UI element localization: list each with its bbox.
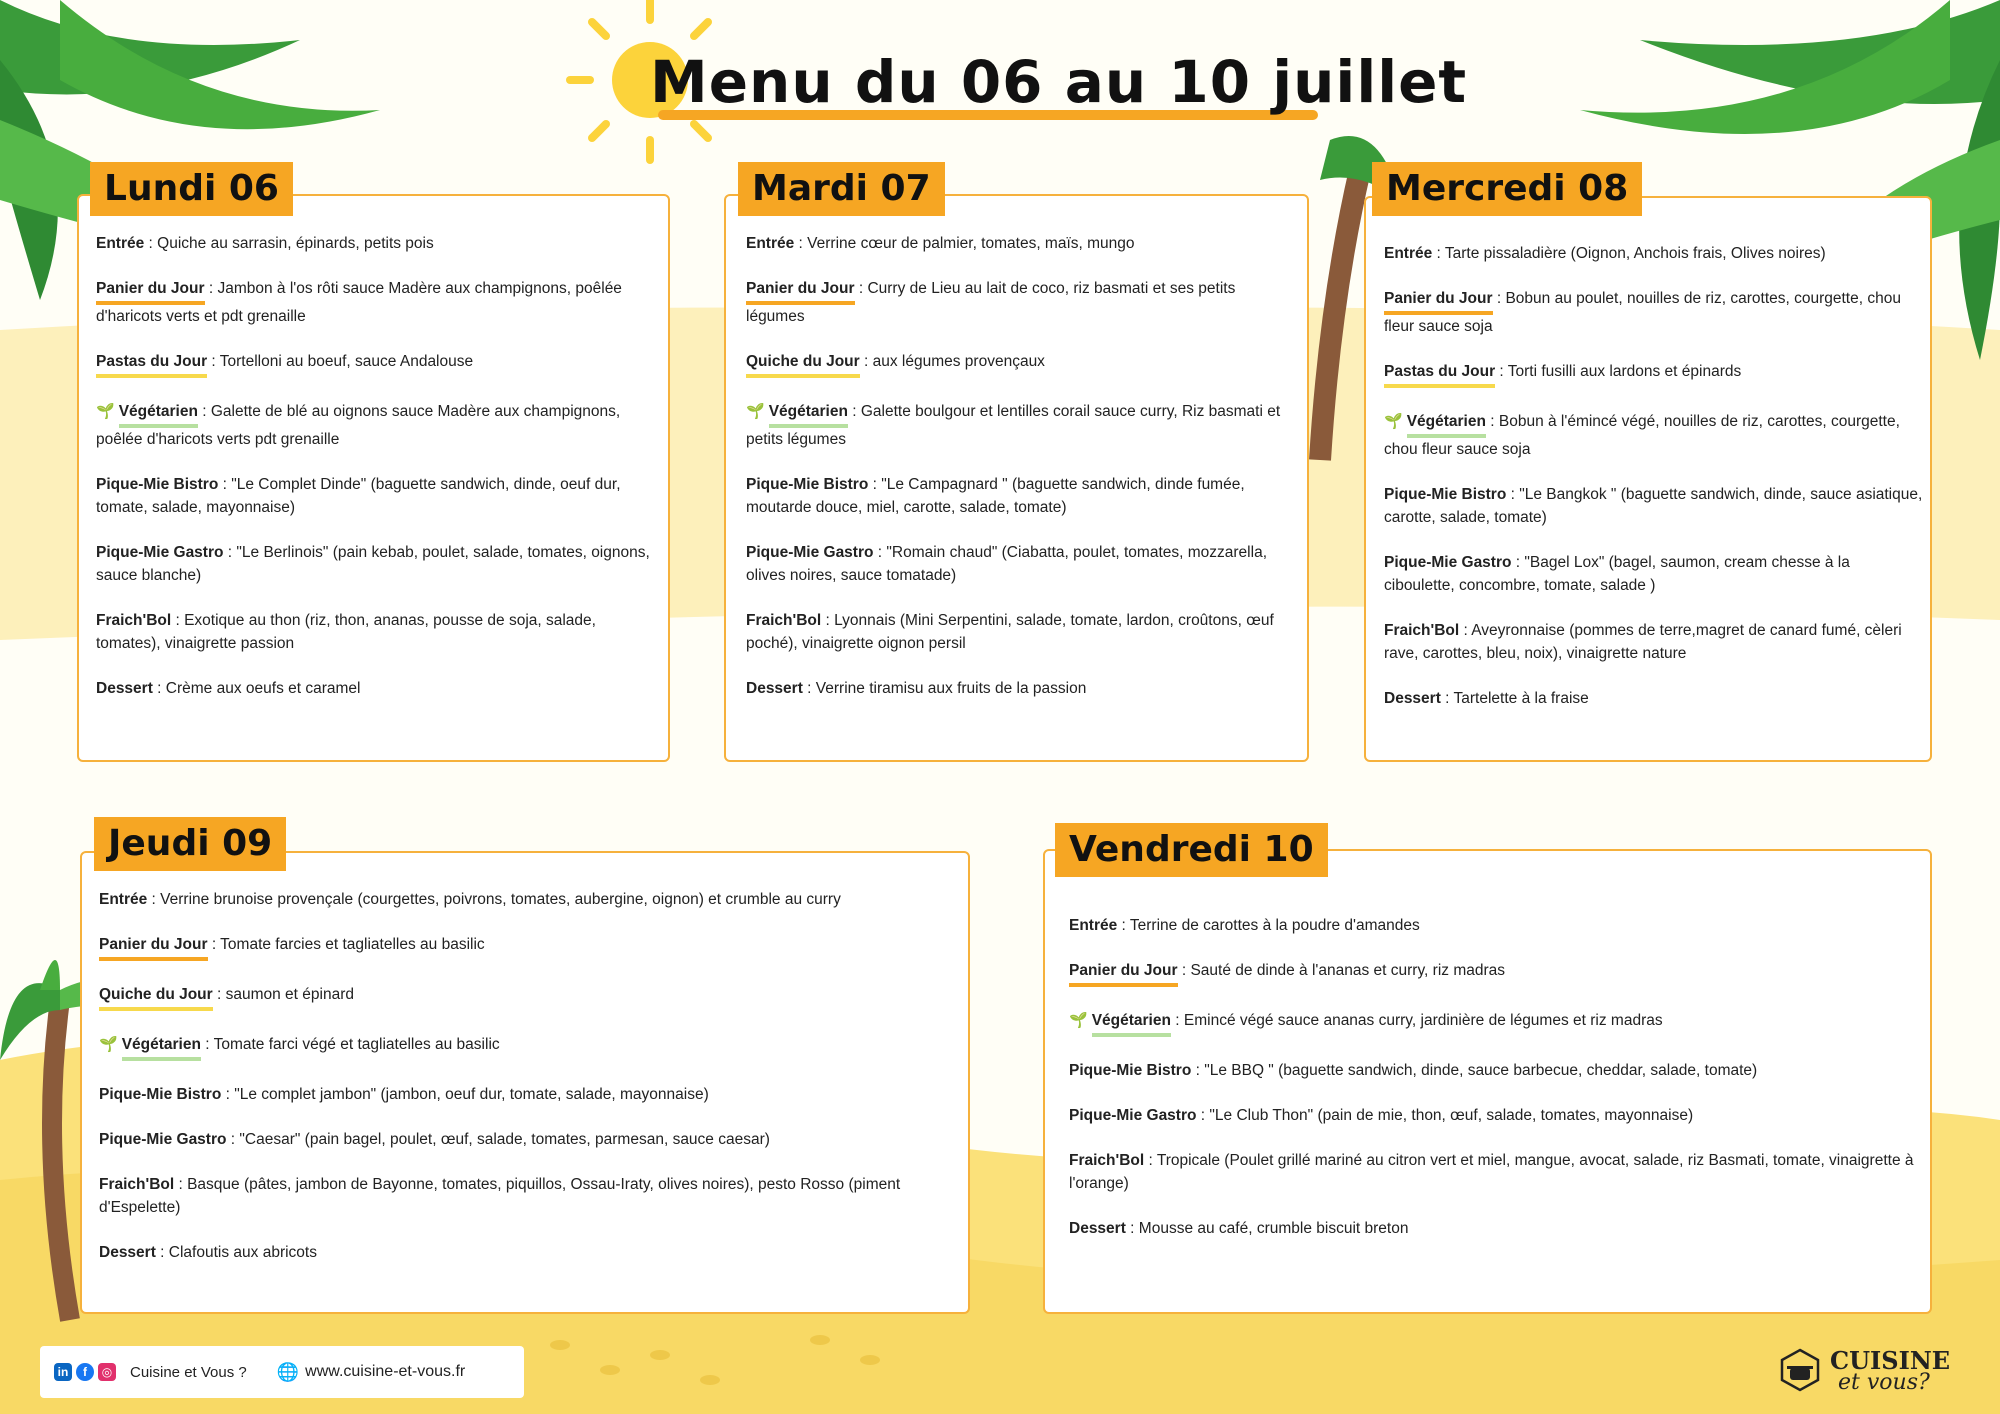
menu-list-jeudi xyxy=(99,888,959,1286)
menu-item xyxy=(1384,619,1924,665)
menu-item-label: Entrée xyxy=(1069,917,1118,934)
sprout-icon: 🌱 xyxy=(1069,1012,1088,1029)
menu-item-text: "Le Berlinois" (pain kebab, poulet, salade, tomates, oignons, sauce blanche) xyxy=(96,544,650,584)
menu-item-text: "Le Campagnard " (baguette sandwich, dinde fumée, moutarde douce, miel, carotte, salade, tomate) xyxy=(746,476,1245,516)
menu-item-separator: : xyxy=(171,612,185,629)
menu-item xyxy=(96,609,656,655)
menu-item-label: Pastas du Jour xyxy=(1384,360,1495,388)
menu-item-label: Pastas du Jour xyxy=(96,350,207,378)
menu-item xyxy=(1069,1059,1919,1082)
menu-item-separator: : xyxy=(212,986,226,1003)
menu-item-text: Clafoutis aux abricots xyxy=(168,1244,317,1261)
menu-item-separator: : xyxy=(221,1086,235,1103)
menu-item-separator: : xyxy=(1506,486,1520,503)
menu-item-text: Verrine cœur de palmier, tomates, maïs, mungo xyxy=(807,235,1135,252)
menu-item-separator: : xyxy=(1432,245,1445,262)
menu-item xyxy=(99,1173,959,1219)
menu-item-separator: : xyxy=(1170,1012,1184,1029)
menu-item-separator: : xyxy=(1191,1062,1205,1079)
brand-text: Cuisine et Vous ? xyxy=(130,1363,247,1381)
globe-icon: 🌐 xyxy=(276,1361,300,1382)
menu-item-label: Fraich'Bol xyxy=(96,612,172,629)
menu-item-label: Panier du Jour xyxy=(1069,959,1178,987)
menu-item-text: Lyonnais (Mini Serpentini, salade, tomate, lardon, croûtons, œuf poché), vinaigrette oignon persil xyxy=(746,612,1274,652)
menu-item-label: Entrée xyxy=(99,891,148,908)
menu-item-label: Pique-Mie Gastro xyxy=(1384,554,1512,571)
menu-item-text: Aveyronnaise (pommes de terre,magret de canard fumé, cèleri rave, carottes, bleu, noix), vinaigrette nature xyxy=(1384,622,1902,662)
menu-item xyxy=(99,983,959,1011)
menu-item xyxy=(99,1128,959,1151)
menu-item-label: Quiche du Jour xyxy=(99,983,213,1011)
menu-item-label: Fraich'Bol xyxy=(1069,1152,1145,1169)
menu-item-separator: : xyxy=(1196,1107,1210,1124)
menu-item-label: Entrée xyxy=(746,235,795,252)
menu-item-separator: : xyxy=(1177,962,1191,979)
sprout-icon: 🌱 xyxy=(746,403,765,420)
menu-item-label: Végétarien xyxy=(119,400,198,428)
menu-item-separator: : xyxy=(847,403,861,420)
facebook-icon[interactable]: f xyxy=(76,1363,94,1381)
menu-item-text: Terrine de carottes à la poudre d'amandes xyxy=(1129,917,1420,934)
website-link[interactable]: www.cuisine-et-vous.fr xyxy=(305,1363,466,1380)
sprout-icon: 🌱 xyxy=(99,1036,118,1053)
menu-item-label: Entrée xyxy=(1384,245,1433,262)
menu-item-separator: : xyxy=(155,1244,169,1261)
menu-item-label: Fraich'Bol xyxy=(99,1176,175,1193)
menu-list-lundi xyxy=(96,232,656,722)
menu-item-label: Végétarien xyxy=(1407,410,1486,438)
day-label-lundi: Lundi 06 xyxy=(90,162,293,216)
menu-item-separator: : xyxy=(218,476,232,493)
menu-item-separator: : xyxy=(1495,363,1508,380)
menu-item-label: Quiche du Jour xyxy=(746,350,860,378)
menu-item-text: "Caesar" (pain bagel, poulet, œuf, salade, tomates, parmesan, sauce caesar) xyxy=(239,1131,770,1148)
menu-item xyxy=(746,473,1296,519)
menu-item-label: Dessert xyxy=(99,1244,156,1261)
menu-item-label: Pique-Mie Bistro xyxy=(1384,486,1507,503)
menu-item xyxy=(1384,410,1924,461)
menu-item-label: Végétarien xyxy=(122,1033,201,1061)
menu-item-separator: : xyxy=(174,1176,188,1193)
day-label-mardi: Mardi 07 xyxy=(738,162,945,216)
menu-item xyxy=(1384,551,1924,597)
menu-item-text: saumon et épinard xyxy=(225,986,354,1003)
menu-item-text: Quiche au sarrasin, épinards, petits pois xyxy=(157,235,434,252)
logo-line2: et vous? xyxy=(1838,1370,1930,1395)
menu-item-separator: : xyxy=(1485,413,1499,430)
sprout-icon: 🌱 xyxy=(96,403,115,420)
menu-item xyxy=(746,541,1296,587)
footer-bar xyxy=(40,1346,524,1398)
menu-item xyxy=(96,232,656,255)
menu-item-separator: : xyxy=(859,353,873,370)
menu-item-text: Tomate farci végé et tagliatelles au basilic xyxy=(213,1036,500,1053)
menu-item-separator: : xyxy=(821,612,835,629)
menu-item-separator: : xyxy=(868,476,882,493)
menu-item-label: Panier du Jour xyxy=(96,277,205,305)
menu-item-separator: : xyxy=(152,680,166,697)
menu-item xyxy=(1384,242,1924,265)
menu-item xyxy=(746,677,1296,700)
menu-item-text: Torti fusilli aux lardons et épinards xyxy=(1507,363,1742,380)
menu-item-label: Panier du Jour xyxy=(99,933,208,961)
menu-item-label: Pique-Mie Gastro xyxy=(746,544,874,561)
menu-list-mardi xyxy=(746,232,1296,722)
menu-item-text: Bobun à l'émincé végé, nouilles de riz, carottes, courgette, chou fleur sauce soja xyxy=(1384,413,1900,458)
menu-item-label: Dessert xyxy=(746,680,803,697)
menu-item-separator: : xyxy=(144,235,158,252)
menu-item xyxy=(1384,360,1924,388)
menu-item-separator: : xyxy=(200,1036,214,1053)
menu-item xyxy=(99,888,959,911)
menu-item-text: Mousse au café, crumble biscuit breton xyxy=(1138,1220,1409,1237)
menu-item-text: "Le Club Thon" (pain de mie, thon, œuf, salade, tomates, mayonnaise) xyxy=(1209,1107,1694,1124)
menu-item xyxy=(746,232,1296,255)
menu-item-separator: : xyxy=(223,544,237,561)
menu-item xyxy=(1069,1149,1919,1195)
menu-item-separator: : xyxy=(1117,917,1130,934)
menu-item-label: Dessert xyxy=(96,680,153,697)
menu-item-separator: : xyxy=(802,680,816,697)
menu-list-vendredi xyxy=(1069,914,1919,1262)
menu-item xyxy=(1384,287,1924,338)
menu-item xyxy=(1069,959,1919,987)
menu-item-separator: : xyxy=(873,544,887,561)
menu-item xyxy=(1384,483,1924,529)
menu-item-text: Galette boulgour et lentilles corail sauce curry, Riz basmati et petits légumes xyxy=(746,403,1281,448)
menu-item-text: "Le BBQ " (baguette sandwich, dinde, sauce barbecue, cheddar, salade, tomate) xyxy=(1204,1062,1758,1079)
menu-item-text: "Le Complet Dinde" (baguette sandwich, dinde, oeuf dur, tomate, salade, mayonnaise) xyxy=(96,476,621,516)
logo-pot-icon xyxy=(1778,1348,1822,1392)
menu-item-separator: : xyxy=(226,1131,240,1148)
menu-item-separator: : xyxy=(1440,690,1454,707)
menu-item-label: Pique-Mie Gastro xyxy=(1069,1107,1197,1124)
menu-item-text: Bobun au poulet, nouilles de riz, carottes, courgette, chou fleur sauce soja xyxy=(1384,290,1901,335)
menu-item-separator: : xyxy=(197,403,211,420)
menu-item-label: Pique-Mie Bistro xyxy=(1069,1062,1192,1079)
menu-item-text: Tortelloni au boeuf, sauce Andalouse xyxy=(219,353,474,370)
menu-item-label: Pique-Mie Bistro xyxy=(99,1086,222,1103)
menu-item-text: Exotique au thon (riz, thon, ananas, pousse de soja, salade, tomates), vinaigrette passion xyxy=(96,612,596,652)
menu-item-text: Emincé végé sauce ananas curry, jardinière de légumes et riz madras xyxy=(1183,1012,1663,1029)
menu-item-text: Tomate farcies et tagliatelles au basilic xyxy=(220,936,485,953)
menu-item-label: Pique-Mie Bistro xyxy=(96,476,219,493)
day-label-vendredi: Vendredi 10 xyxy=(1055,823,1328,877)
menu-item-label: Fraich'Bol xyxy=(746,612,822,629)
menu-item xyxy=(96,277,656,328)
menu-item-label: Dessert xyxy=(1384,690,1441,707)
menu-item-text: Galette de blé au oignons sauce Madère aux champignons, poêlée d'haricots verts pdt grenaille xyxy=(96,403,621,448)
instagram-icon[interactable]: ◎ xyxy=(98,1363,116,1381)
menu-item-text: Tartelette à la fraise xyxy=(1453,690,1589,707)
menu-item-text: Curry de Lieu au lait de coco, riz basmati et ses petits légumes xyxy=(746,280,1236,325)
menu-item xyxy=(1384,687,1924,710)
menu-item-text: "Bagel Lox" (bagel, saumon, cream chesse à la ciboulette, concombre, tomate, salade ) xyxy=(1384,554,1850,594)
menu-item-label: Entrée xyxy=(96,235,145,252)
menu-item xyxy=(1069,914,1919,937)
menu-item-separator: : xyxy=(1125,1220,1139,1237)
menu-item-separator: : xyxy=(854,280,868,297)
title-block xyxy=(600,10,1468,150)
menu-item-separator: : xyxy=(207,936,221,953)
menu-item xyxy=(96,400,656,451)
menu-item-text: "Le Bangkok " (baguette sandwich, dinde, sauce asiatique, carotte, salade, tomate) xyxy=(1384,486,1923,526)
menu-item-text: Basque (pâtes, jambon de Bayonne, tomates, piquillos, Ossau-Iraty, olives noires), pesto Rosso (piment d'Espelette) xyxy=(99,1176,901,1216)
menu-item-text: "Romain chaud" (Ciabatta, poulet, tomates, mozzarella, olives noires, sauce tomatade) xyxy=(746,544,1267,584)
menu-item-text: "Le complet jambon" (jambon, oeuf dur, tomate, salade, mayonnaise) xyxy=(234,1086,709,1103)
menu-item-separator: : xyxy=(1511,554,1525,571)
menu-item xyxy=(96,473,656,519)
menu-item-label: Panier du Jour xyxy=(1384,287,1493,315)
menu-item-separator: : xyxy=(1459,622,1472,639)
menu-item-text: Verrine tiramisu aux fruits de la passion xyxy=(815,680,1087,697)
menu-item xyxy=(746,350,1296,378)
menu-item-label: Végétarien xyxy=(769,400,848,428)
menu-item xyxy=(96,541,656,587)
menu-item xyxy=(746,277,1296,328)
menu-item xyxy=(1069,1009,1919,1037)
menu-item-text: Jambon à l'os rôti sauce Madère aux champignons, poêlée d'haricots verts et pdt grenaille xyxy=(96,280,622,325)
menu-item-separator: : xyxy=(794,235,808,252)
menu-item xyxy=(99,1083,959,1106)
menu-item-label: Pique-Mie Bistro xyxy=(746,476,869,493)
menu-item xyxy=(96,350,656,378)
menu-item-label: Fraich'Bol xyxy=(1384,622,1460,639)
menu-item-separator: : xyxy=(1492,290,1506,307)
menu-item-text: Verrine brunoise provençale (courgettes, poivrons, tomates, aubergine, oignon) et crumble au curry xyxy=(160,891,841,908)
day-label-jeudi: Jeudi 09 xyxy=(94,817,286,871)
day-label-mercredi: Mercredi 08 xyxy=(1372,162,1642,216)
sprout-icon: 🌱 xyxy=(1384,413,1403,430)
menu-item xyxy=(96,677,656,700)
menu-item-label: Végétarien xyxy=(1092,1009,1171,1037)
menu-item-label: Panier du Jour xyxy=(746,277,855,305)
menu-item xyxy=(99,933,959,961)
menu-item-separator: : xyxy=(207,353,220,370)
menu-item xyxy=(99,1241,959,1264)
menu-item-text: Tarte pissaladière (Oignon, Anchois frais, Olives noires) xyxy=(1444,245,1826,262)
menu-item-label: Dessert xyxy=(1069,1220,1126,1237)
linkedin-icon[interactable]: in xyxy=(54,1363,72,1381)
menu-item-separator: : xyxy=(147,891,161,908)
logo-line1: CUISINE xyxy=(1830,1346,1951,1375)
menu-item-text: Crème aux oeufs et caramel xyxy=(165,680,361,697)
menu-item xyxy=(99,1033,959,1061)
menu-item xyxy=(1069,1217,1919,1240)
menu-item xyxy=(746,400,1296,451)
menu-item-text: Sauté de dinde à l'ananas et curry, riz madras xyxy=(1190,962,1506,979)
page-title: Menu du 06 au 10 juillet xyxy=(650,48,1468,116)
menu-item-text: aux légumes provençaux xyxy=(872,353,1045,370)
menu-item-label: Pique-Mie Gastro xyxy=(99,1131,227,1148)
menu-item-text: Tropicale (Poulet grillé mariné au citron vert et miel, mangue, avocat, salade, riz Basmati, tomate, vinaigrette à l'orange) xyxy=(1069,1152,1914,1192)
menu-item-label: Pique-Mie Gastro xyxy=(96,544,224,561)
menu-item xyxy=(1069,1104,1919,1127)
menu-list-mercredi xyxy=(1384,242,1924,732)
menu-item xyxy=(746,609,1296,655)
menu-item-separator: : xyxy=(1144,1152,1157,1169)
menu-item-separator: : xyxy=(204,280,218,297)
